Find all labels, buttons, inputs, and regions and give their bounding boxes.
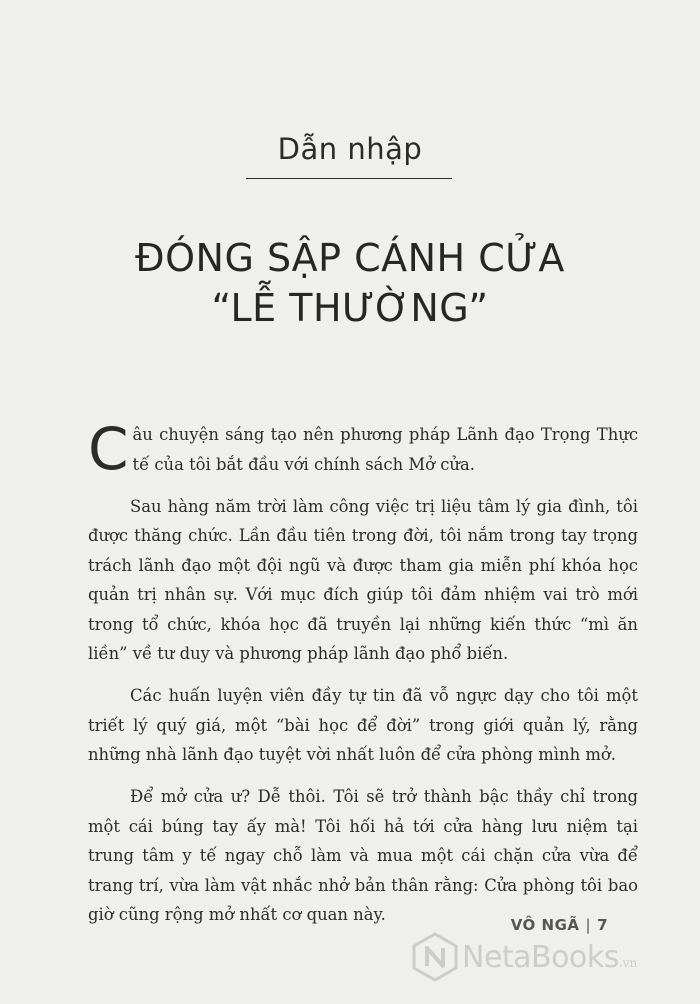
chapter-title-line1: ĐÓNG SẬP CÁNH CỬA bbox=[135, 236, 565, 280]
paragraph-4: Để mở cửa ư? Dễ thôi. Tôi sẽ trở thành bậc thầy chỉ trong một cái búng tay ấy mà! Tôi hối hả tới cửa hàng lưu niệm tại trung tâm y tế ngay chỗ làm và mua một cái chặn cửa vừa để trang trí, vừa làm vật nhắc nhở bản thân rằng: Cửa phòng tôi bao giờ cũng rộng mở nhất cơ quan này. bbox=[88, 787, 638, 924]
paragraph-1-text: âu chuyện sáng tạo nên phương pháp Lãnh đạo Trọng Thực tế của tôi bắt đầu với chính sách Mở cửa. bbox=[132, 425, 638, 474]
running-head: VÔ NGÃ bbox=[510, 916, 580, 934]
drop-cap: C bbox=[88, 415, 129, 483]
section-label: Dẫn nhập bbox=[277, 132, 423, 166]
footer-separator: | bbox=[585, 916, 592, 934]
n-logo-icon bbox=[412, 932, 458, 982]
body-text bbox=[88, 415, 638, 942]
watermark-brand: NetaBooks bbox=[462, 939, 619, 975]
page-number: 7 bbox=[597, 916, 608, 934]
paragraph-1 bbox=[88, 415, 638, 483]
section-divider bbox=[246, 178, 452, 179]
chapter-title-line2: “LỄ THƯỜNG” bbox=[211, 286, 489, 330]
watermark bbox=[412, 932, 637, 982]
paragraph-2: Sau hàng năm trời làm công việc trị liệu tâm lý gia đình, tôi được thăng chức. Lần đầu tiên trong đời, tôi nắm trong tay trọng trách lãnh đạo một đội ngũ và được tham gia miễn phí khóa học quản trị nhân sự. Với mục đích giúp tôi đảm nhiệm vai trò mới trong tổ chức, khóa học đã truyền lại những kiến thức “mì ăn liền” về tư duy và phương pháp lãnh đạo phổ biến. bbox=[88, 496, 638, 663]
paragraph-3: Các huấn luyện viên đầy tự tin đã vỗ ngực dạy cho tôi một triết lý quý giá, một “bài học để đời” trong giới quản lý, rằng những nhà lãnh đạo tuyệt vời nhất luôn để cửa phòng mình mở. bbox=[88, 686, 638, 764]
watermark-suffix: .vn bbox=[618, 956, 638, 970]
